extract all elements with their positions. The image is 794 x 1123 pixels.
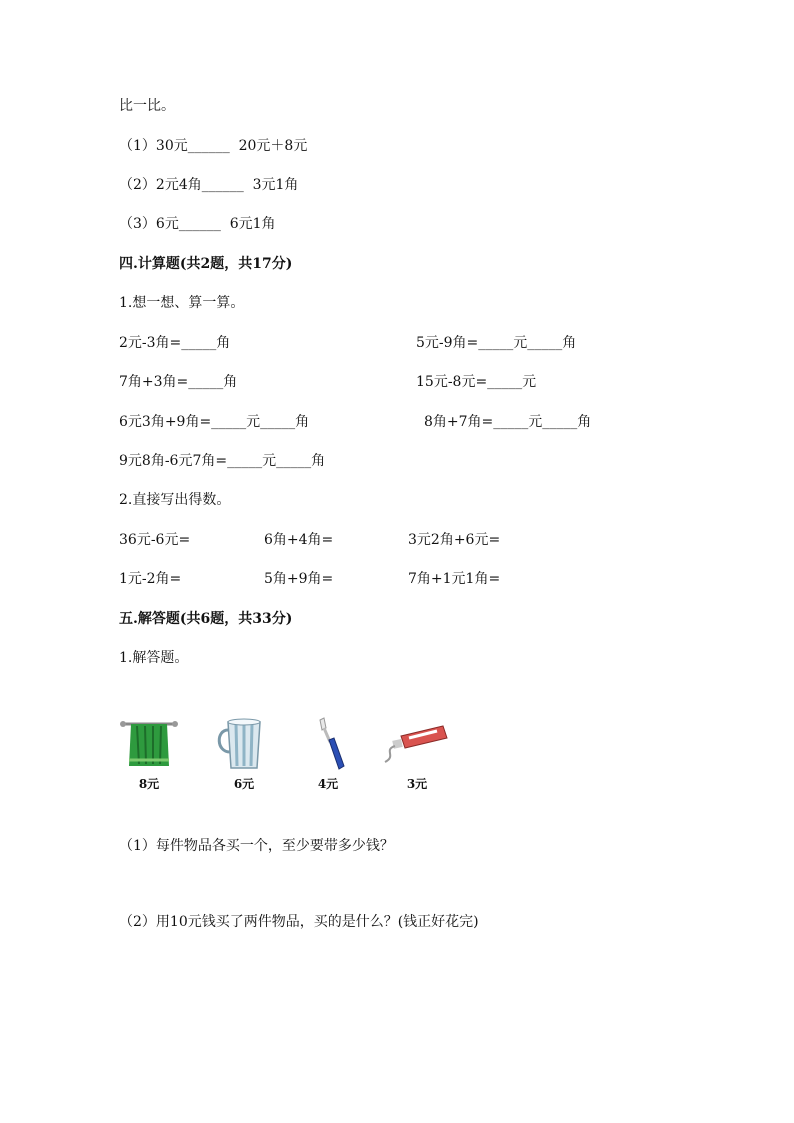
calc-cell: 2元-3角=_____角 [119, 335, 231, 351]
direct-calc-cell: 5角+9角= [264, 571, 334, 587]
price-label: 8元 [138, 777, 160, 791]
compare-item-2: （2）2元4角______ 3元1角 [119, 177, 299, 193]
calc-cell: 9元8角-6元7角=_____元_____角 [119, 453, 326, 469]
toothpaste-icon [377, 716, 457, 772]
calc-cell: 6元3角+9角=_____元_____角 [119, 414, 310, 430]
compare-item-1: （1）30元______ 20元＋8元 [119, 138, 308, 154]
item-toothbrush [283, 716, 373, 792]
direct-calc-cell: 6角+4角= [264, 532, 334, 548]
question-5-1-title: 1.解答题。 [119, 650, 189, 666]
section-5-heading: 五.解答题(共6题，共33分) [119, 611, 293, 627]
price-label: 3元 [406, 777, 428, 791]
price-label: 6元 [233, 777, 255, 791]
direct-calc-cell: 36元-6元= [119, 532, 191, 548]
sub-question-2: （2）用10元钱买了两件物品，买的是什么？(钱正好花完) [119, 914, 479, 930]
price-label: 4元 [317, 777, 339, 791]
direct-calc-cell: 7角+1元1角= [408, 571, 501, 587]
sub-question-1: （1）每件物品各买一个，至少要带多少钱？ [119, 838, 394, 854]
question-4-1-title: 1.想一想、算一算。 [119, 295, 245, 311]
cup-icon [214, 716, 274, 772]
compare-title: 比一比。 [119, 98, 175, 114]
calc-cell: 8角+7角=_____元_____角 [424, 414, 592, 430]
compare-item-3: （3）6元______ 6元1角 [119, 216, 276, 232]
section-4-heading: 四.计算题(共2题，共17分) [119, 256, 293, 272]
calc-cell: 15元-8元=_____元 [416, 374, 537, 390]
direct-calc-cell: 1元-2角= [119, 571, 182, 587]
question-4-2-title: 2.直接写出得数。 [119, 492, 231, 508]
item-cup [199, 716, 289, 792]
toothbrush-icon [298, 716, 358, 772]
calc-cell: 5元-9角=_____元_____角 [416, 335, 577, 351]
towel-icon [119, 716, 179, 772]
calc-cell: 7角+3角=_____角 [119, 374, 238, 390]
direct-calc-cell: 3元2角+6元= [408, 532, 501, 548]
item-towel [104, 716, 194, 792]
item-toothpaste [372, 716, 462, 792]
